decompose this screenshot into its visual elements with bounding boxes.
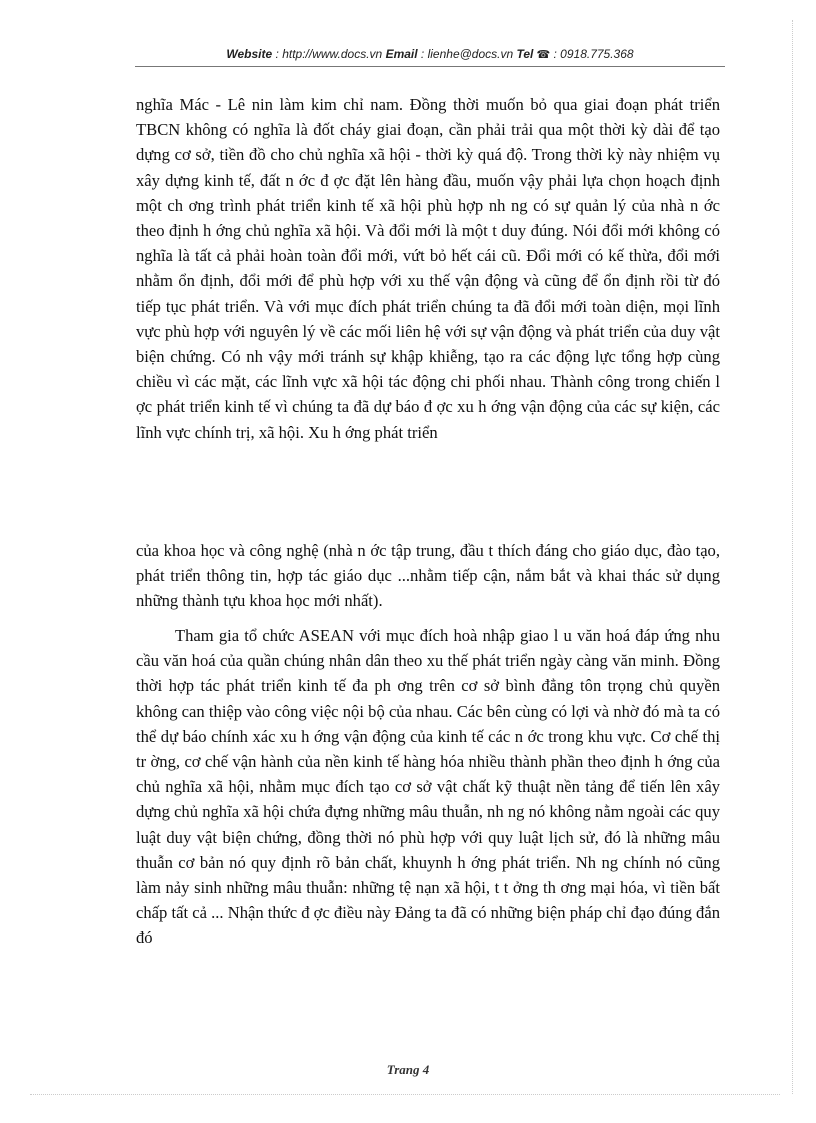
page-right-border	[792, 20, 793, 1094]
page-number: Trang 4	[386, 1062, 430, 1077]
page-bottom-border	[30, 1094, 780, 1095]
website-value: : http://www.docs.vn	[272, 47, 386, 61]
page-header	[135, 47, 725, 61]
tel-label: Tel	[516, 47, 534, 61]
paragraph-3: Tham gia tổ chức ASEAN với mục đích hoà nhập giao l u văn hoá đáp ứng nhu cầu văn hoá của quần chúng nhân dân theo xu thế phát triển ngày càng văn minh. Đồng thời hợp tác phát triển kinh tế đa ph ơng trên cơ sở bình đẳng tôn trọng chủ quyền không can thiệp vào công việc nội bộ của nhau. Các bên cùng có lợi và nhờ đó mà ta có thể dự báo chính xác xu h ớng vận động của kinh tế các n ớc trong khu vực. Cơ chế thị tr ờng, cơ chế vận hành của nền kinh tế hàng hóa nhiều thành phần theo định h ớng của chủ nghĩa xã hội, nhằm mục đích tạo cơ sở vật chất kỹ thuật nền tảng để tiến lên xây dựng chủ nghĩa xã hội chứa đựng những mâu thuẫn, nh ng nó không nằm ngoài các quy luật duy vật biện chứng, đồng thời nó phù hợp với quy luật lịch sử, đó là những mâu thuẫn cơ bản nó quy định rõ bản chất, khuynh h ớng phát triển. Nh ng chính nó cũng làm nảy sinh những mâu thuẫn: những tệ nạn xã hội, t t ởng th ơng mại hóa, vì tiền bất chấp tất cả ... Nhận thức đ ợc điều này Đảng ta đã có những biện pháp chỉ đạo đúng đắn đó	[136, 626, 720, 948]
email-label: Email	[385, 47, 418, 61]
phone-icon: ☎	[533, 49, 551, 61]
paragraph-1: nghĩa Mác - Lê nin làm kim chỉ nam. Đồng thời muốn bỏ qua giai đoạn phát triển TBCN không có nghĩa là đốt cháy giai đoạn, cần phải trải qua một thời kỳ dài để tạo dựng cơ sở, tiền đồ cho chủ nghĩa xã hội - thời kỳ quá độ. Trong thời kỳ này nhiệm vụ xây dựng kinh tế, đất n ớc đ ợc đặt lên hàng đầu, muốn vậy phải lựa chọn hoạch định một ch ơng trình phát triển kinh tế xã hội phù hợp nh ng có sự quản lý của nhà n ớc theo định h ớng chủ nghĩa xã hội. Và đổi mới là một t duy đúng. Nói đổi mới không có nghĩa là tất cả phải hoàn toàn đổi mới, vứt bỏ hết cái cũ. Đổi mới có kế thừa, đổi mới nhằm ổn định, đổi mới để phù hợp với xu thế vận động và cũng để ổn định rồi từ đó tiếp tục phát triển. Và với mục đích phát triển chúng ta đã đổi mới toàn diện, mọi lĩnh vực phù hợp với nguyên lý về các mối liên hệ với sự vận động và phát triển của duy vật biện chứng. Có nh vậy mới tránh sự khập khiễng, tạo ra các động lực tổng hợp cùng chiều vì các mặt, các lĩnh vực xã hội tác động chi phối nhau. Thành công trong chiến l ợc phát triển kinh tế vì chúng ta đã dự báo đ ợc xu h ớng vận động của các sự kiện, các lĩnh vực chính trị, xã hội. Xu h ớng phát triển	[136, 95, 720, 442]
tel-value: : 0918.775.368	[550, 47, 634, 61]
website-label: Website	[226, 47, 273, 61]
email-value: : lienhe@docs.vn	[417, 47, 517, 61]
paragraph-2: của khoa học và công nghệ (nhà n ớc tập trung, đầu t thích đáng cho giáo dục, đào tạo, phát triển thông tin, hợp tác giáo dục ...nhằm tiếp cận, nắm bắt và khai thác sử dụng những thành tựu khoa học mới nhất).	[136, 541, 720, 611]
header-divider	[135, 66, 725, 67]
